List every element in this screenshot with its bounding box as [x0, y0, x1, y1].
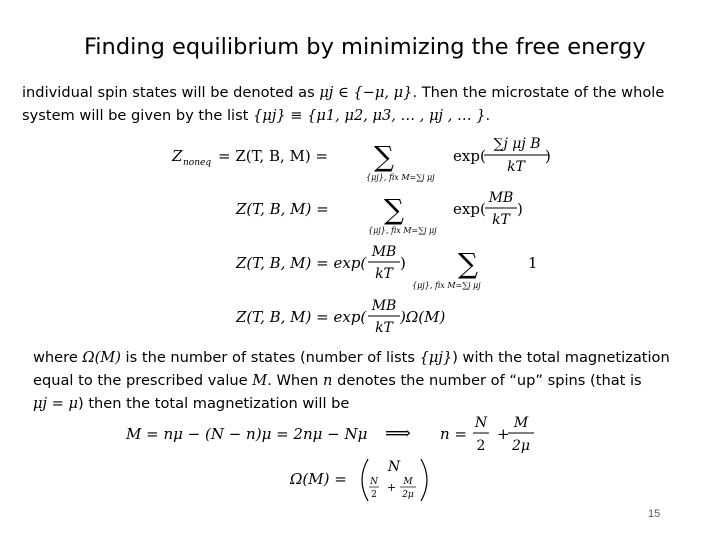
eq3-close: ) — [400, 254, 406, 272]
eq3-numerator: MB — [371, 244, 397, 260]
eq6-bottom-frac2-numerator: M — [403, 477, 413, 487]
eq6-lhs: Ω(M) = — [290, 470, 347, 488]
equation-2 — [235, 190, 523, 235]
explanation-paragraph — [33, 346, 670, 415]
eq5-plus: + — [497, 425, 510, 443]
eq2-denominator: kT — [492, 212, 510, 228]
intro-text: . — [485, 107, 491, 124]
equation-1 — [171, 136, 551, 182]
eq5-lhs: M = nμ − (N − n)μ = 2nμ − Nμ — [126, 425, 368, 443]
omega-math: Ω(M) — [82, 349, 121, 366]
eq6-bottom-frac1-denominator: 2 — [371, 490, 377, 500]
explanation-text: where — [33, 349, 83, 366]
eq4-close: )Ω(M) — [400, 308, 446, 326]
eq1-exp: exp( — [453, 147, 486, 165]
eq2-sum-subscript: {μj}, fix M=∑j μj — [368, 226, 437, 235]
eq3-denominator: kT — [375, 266, 393, 282]
equation-5 — [125, 415, 534, 454]
eq5-implies-arrow: ⟹ — [385, 423, 411, 444]
eq3-summation-symbol: ∑ — [458, 247, 478, 280]
eq5-frac2-denominator: 2μ — [511, 438, 531, 454]
equation-3 — [235, 244, 538, 290]
explanation-text: ) then the total magnetization will be — [78, 395, 350, 412]
eq2-close: ) — [517, 200, 523, 218]
eq5-frac2-numerator: M — [513, 415, 529, 431]
eq1-lhs: Z — [172, 147, 183, 165]
eq3-lhs: Z(T, B, M) = exp( — [236, 254, 367, 272]
explanation-text: denotes the number of “up” spins (that is — [332, 372, 642, 389]
explanation-line-1 — [33, 346, 670, 369]
eq3-sum-subscript: {μj}, fix M=∑j μj — [412, 281, 481, 290]
slide-title: Finding equilibrium by minimizing the free energy — [84, 34, 646, 60]
eq1-numerator: ∑j μj B — [493, 136, 541, 152]
eq2-numerator: MB — [488, 190, 514, 206]
eq1-lhs-subscript: noneq — [183, 158, 212, 168]
eq4-denominator: kT — [375, 320, 393, 336]
eq5-rhs: n = — [440, 425, 467, 443]
up-spin-math: μj = μ — [33, 395, 78, 412]
eq1-summation-symbol: ∑ — [374, 140, 394, 173]
explanation-line-2 — [33, 369, 670, 392]
list-math: {μj} — [419, 349, 453, 366]
page-number: 15 — [648, 508, 661, 520]
microstate-list-math: {μj} ≡ {μ1, μ2, μ3, … , μj , … } — [253, 107, 486, 124]
spin-state-math: μj ∈ {−μ, μ} — [319, 84, 413, 101]
eq4-lhs: Z(T, B, M) = exp( — [236, 308, 367, 326]
n-math: n — [323, 372, 333, 389]
intro-text: individual spin states will be denoted as — [22, 84, 320, 101]
explanation-text: . When — [267, 372, 324, 389]
eq1-sum-subscript: {μj}, fix M=∑j μj — [366, 173, 435, 182]
eq2-exp: exp( — [453, 200, 486, 218]
m-math: M — [252, 372, 268, 389]
intro-text: . Then the microstate of the whole — [412, 84, 665, 101]
eq6-left-paren — [362, 459, 368, 501]
equation-4 — [235, 298, 445, 336]
eq6-binomial-top: N — [387, 459, 401, 475]
explanation-text: ) with the total magnetization — [452, 349, 670, 366]
eq2-summation-symbol: ∑ — [384, 193, 404, 226]
eq3-one: 1 — [528, 254, 538, 272]
equation-6 — [289, 459, 427, 501]
eq2-lhs: Z(T, B, M) = — [236, 200, 329, 218]
explanation-text: is the number of states (number of lists — [120, 349, 420, 366]
intro-text: system will be given by the list — [22, 107, 254, 124]
eq6-right-paren — [421, 459, 427, 501]
eq6-bottom-plus: + — [387, 481, 397, 494]
eq5-frac1-denominator: 2 — [476, 438, 486, 454]
eq1-denominator: kT — [507, 159, 525, 175]
eq6-bottom-frac1-numerator: N — [370, 477, 378, 487]
eq5-frac1-numerator: N — [474, 415, 488, 431]
explanation-text: equal to the prescribed value — [33, 372, 253, 389]
eq4-numerator: MB — [371, 298, 397, 314]
eq6-bottom-frac2-denominator: 2μ — [402, 490, 414, 500]
explanation-line-3 — [33, 392, 670, 415]
eq1-close: ) — [545, 147, 551, 165]
eq1-middle: = Z(T, B, M) = — [218, 147, 329, 165]
